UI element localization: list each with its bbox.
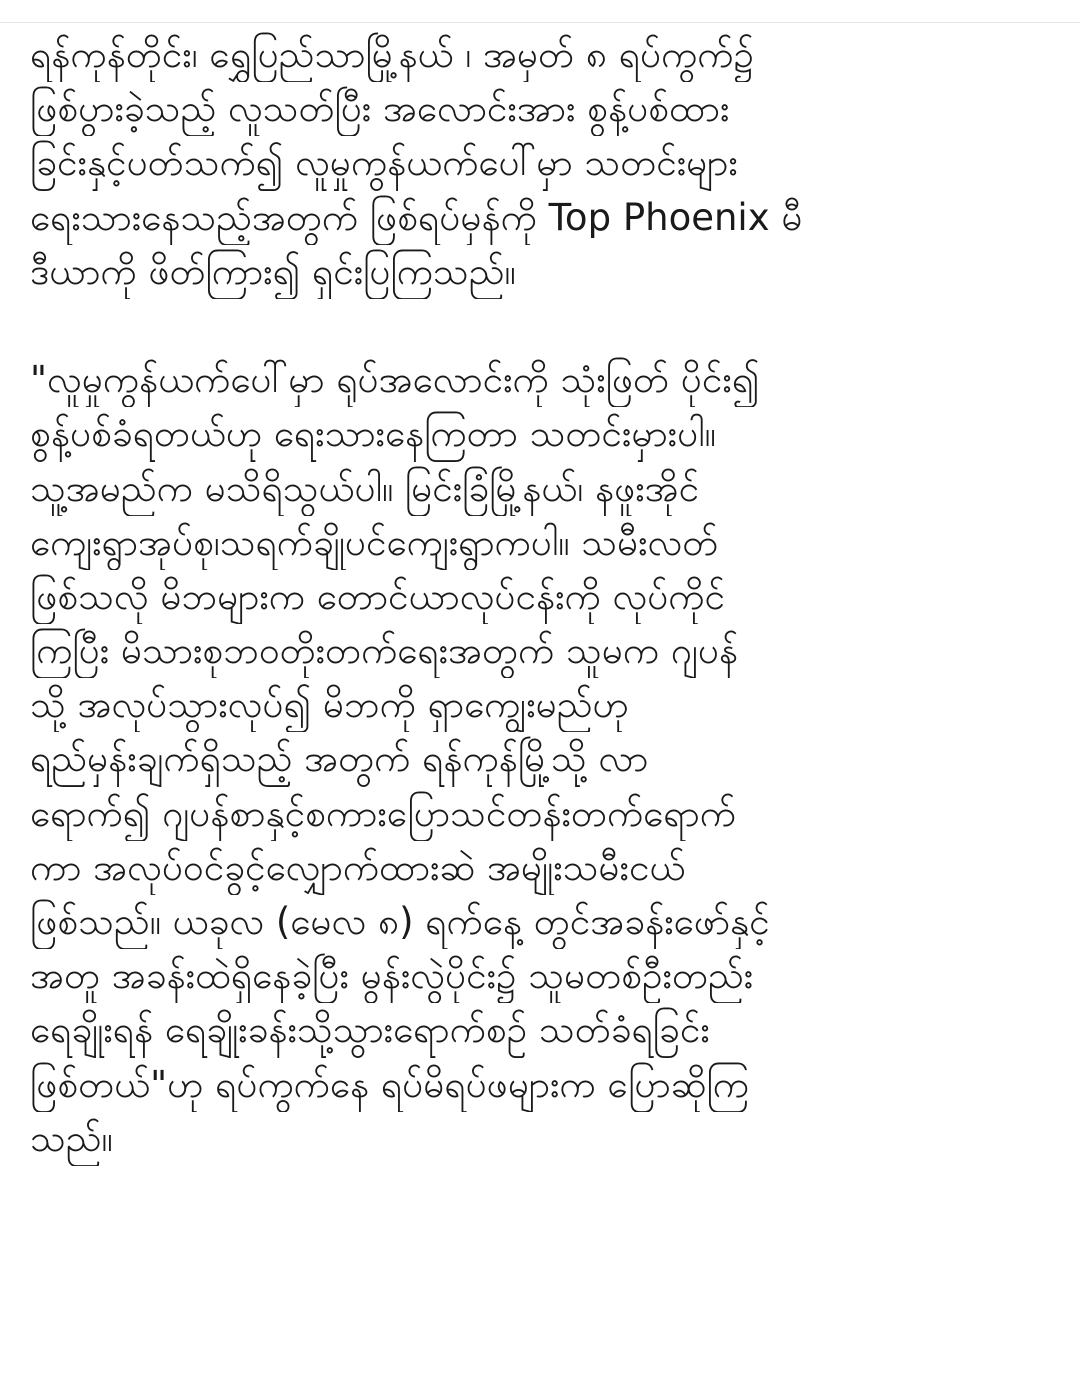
- text-line: ဖြစ်သည်။ ယခုလ (မေလ ၈) ရက်နေ့ တွင်အခန်းဖော်နှင့်: [30, 900, 770, 943]
- text-line: ဖြစ်တယ်"ဟု ရပ်ကွက်နေ ရပ်မိရပ်ဖများက ပြောဆိုကြ: [30, 1062, 749, 1106]
- text-line: စွန့်ပစ်ခံရတယ်ဟု ရေးသားနေကြတာ သတင်းမှားပါ။: [30, 412, 716, 456]
- text-line: ရေးသားနေသည့်အတွက် ဖြစ်ရပ်မှန်ကို Top Phoenix မီ: [30, 195, 803, 239]
- text-line: သို့ အလုပ်သွားလုပ်၍ မိဘကို ရှာကျွေးမည်ဟု: [30, 683, 629, 727]
- article-body: [30, 28, 1050, 1166]
- text-line: ဖြစ်ပွားခဲ့သည့် လူသတ်ပြီး အလောင်းအား စွန့်ပစ်ထား: [30, 87, 730, 131]
- text-line: ဖြစ်သလို မိဘများက တောင်ယာလုပ်ငန်းကို လုပ်ကိုင်: [30, 574, 726, 618]
- text-line: ကြပြီး မိသားစုဘဝတိုးတက်ရေးအတွက် သူမက ဂျပန်: [30, 629, 739, 673]
- paragraph-2: [30, 353, 1050, 1166]
- text-line: ကာ အလုပ်ဝင်ခွင့်လျှောက်ထားဆဲ အမျိုးသမီးငယ်: [30, 845, 686, 889]
- top-divider: [0, 22, 1080, 23]
- text-line: သည်။: [30, 1116, 113, 1160]
- text-line: ရောက်၍ ဂျပန်စာနှင့်စကားပြောသင်တန်းတက်ရောက်: [30, 791, 736, 835]
- text-line: သူ့အမည်က မသိရိသွယ်ပါ။ မြင်းခြံမြို့နယ်၊ နဖူးအိုင်: [30, 466, 700, 510]
- text-line: ကျေးရွာအုပ်စု၊သရက်ချိုပင်ကျေးရွာကပါ။ သမီးလတ်: [30, 520, 719, 564]
- paragraph-spacer: [30, 299, 1050, 353]
- text-line: ဒီယာကို ဖိတ်ကြား၍ ရှင်းပြကြသည်။: [30, 249, 516, 293]
- text-line: "လူမှုကွန်ယက်ပေါ်မှာ ရုပ်အလောင်းကို သုံးဖြတ် ပိုင်း၍: [30, 358, 760, 402]
- paragraph-1: [30, 28, 1050, 299]
- text-line: ခြင်းနှင့်ပတ်သက်၍ လူမှုကွန်ယက်ပေါ်မှာ သတင်းများ: [30, 141, 738, 185]
- text-line: ရေချိုးရန် ရေချိုးခန်းသို့သွားရောက်စဉ် သတ်ခံရခြင်း: [30, 1008, 710, 1052]
- text-line: အတူ အခန်းထဲရှိနေခဲ့ပြီး မွန်းလွဲပိုင်း၌ သူမတစ်ဦးတည်း: [30, 954, 754, 998]
- text-line: ရန်ကုန်တိုင်း၊ ရွှေပြည်သာမြို့နယ် ၊ အမှတ် ၈ ရပ်ကွက်၌: [30, 33, 755, 76]
- text-line: ရည်မှန်းချက်ရှိသည့် အတွက် ရန်ကုန်မြို့သို့ လာ: [30, 737, 649, 781]
